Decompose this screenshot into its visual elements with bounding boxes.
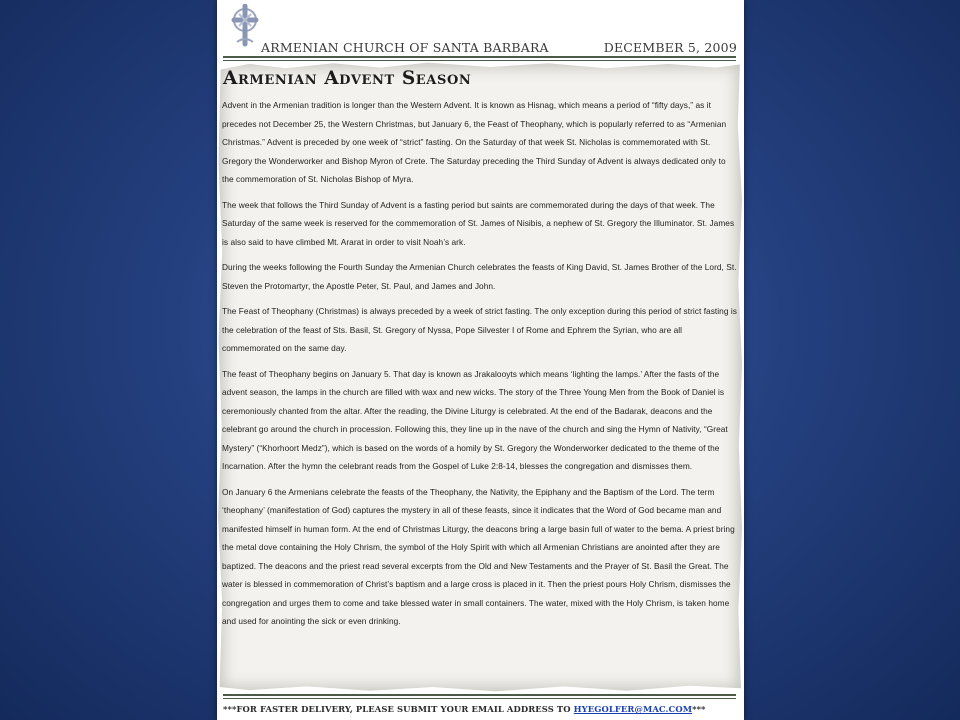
paragraph-3: During the weeks following the Fourth Sunday the Armenian Church celebrates the feasts of King David, St. James Brother of the Lord, St. Steven the Protomartyr, the Apostle Peter, St. Paul, and James and John. xyxy=(222,262,737,291)
footer-suffix: *** xyxy=(692,704,706,714)
header-rule-thin xyxy=(223,60,736,61)
church-name: ARMENIAN CHURCH OF SANTA BARBARA xyxy=(261,40,549,55)
paragraph-6: On January 6 the Armenians celebrate the feasts of the Theophany, the Nativity, the Epiphany and the Baptism of the Lord. The term ‘theophany’ (manifestation of God) captures the mystery in all of these feasts, since it indicates that the Word of God became man and manifested himself in human form. At the end of Christmas Liturgy, the deacons bring a large basin full of water to the bema. A priest bring the metal dove containing the Holy Chrism, the symbol of the Holy Spirit with which all Armenian Christians are anointed after they are baptized. The deacons and the priest read several excerpts from the Old and New Testaments and the Prayer of St. Basil the Great. The water is blessed in commemoration of Christ’s baptism and a large cross is placed in it. Then the priest pours Holy Chrism, dismisses the congregation and urges them to come and take blessed water in small containers. The water, mixed with the Holy Chrism, is taken home and used for anointing the sick or even drinking. xyxy=(222,486,735,626)
issue-date: DECEMBER 5, 2009 xyxy=(603,40,737,55)
footer-rule xyxy=(223,694,736,696)
header-rule xyxy=(223,56,736,58)
paragraph-2: The week that follows the Third Sunday of Advent is a fasting period but saints are commemorated during the days of that week. The Saturday of the same week is reserved for the commemoration of St. James of Nisibis, a nephew of St. Gregory the Illuminator. St. James is also said to have climbed Mt. Ararat in order to visit Noah’s ark. xyxy=(222,199,735,247)
article-title: Armenian Advent Season xyxy=(223,68,472,89)
footer-prefix: ***FOR FASTER DELIVERY, PLEASE SUBMIT YOUR EMAIL ADDRESS TO xyxy=(223,704,574,714)
email-link[interactable]: HYEGOLFER@MAC.COM xyxy=(573,704,693,714)
newsletter-page xyxy=(217,0,744,720)
footer-note xyxy=(223,704,738,714)
footer-rule-thin xyxy=(223,698,736,699)
armenian-cross-logo-icon xyxy=(225,4,261,48)
paragraph-1: Advent in the Armenian tradition is longer than the Western Advent. It is known as Hisnag, which means a period of “fifty days,” as it precedes not December 25, the Western Christmas, but January 6, the Feast of Theophany, which is popularly referred to as “Armenian Christmas.” Advent is preceded by one week of “strict” fasting. On the Saturday of that week St. Nicholas is commemorated with St. Gregory the Wonderworker and Bishop Myron of Crete. The Saturday preceding the Third Sunday of Advent is always dedicated only to the commemoration of St. Nicholas Bishop of Myra. xyxy=(222,100,727,184)
paragraph-5: The feast of Theophany begins on January 5. That day is known as Jrakalooyts which means ‘lighting the lamps.’ After the fasts of the advent season, the lamps in the church are filled with wax and new wicks. The story of the Three Young Men from the Book of Daniel is ceremoniously chanted from the altar. After the reading, the Divine Liturgy is celebrated. At the end of the Badarak, deacons and the celebrant go around the church in procession. Following this, they line up in the nave of the church and sing the Hymn of Nativity, “Great Mystery” (“Khorhoort Medz”), which is based on the words of a homily by St. Gregory the Wonderworker dedicated to the theme of the Incarnation. After the hymn the celebrant reads from the Gospel of Luke 2:8-14, blesses the congregation and dismisses them. xyxy=(222,368,728,471)
article-body xyxy=(222,96,738,638)
paragraph-4: The Feast of Theophany (Christmas) is always preceded by a week of strict fasting. The only exception during this period of strict fasting is the celebration of the feast of Sts. Basil, St. Gregory of Nyssa, Pope Silvester I of Rome and Ephrem the Syrian, who are all commemorated on the same day. xyxy=(222,306,737,353)
